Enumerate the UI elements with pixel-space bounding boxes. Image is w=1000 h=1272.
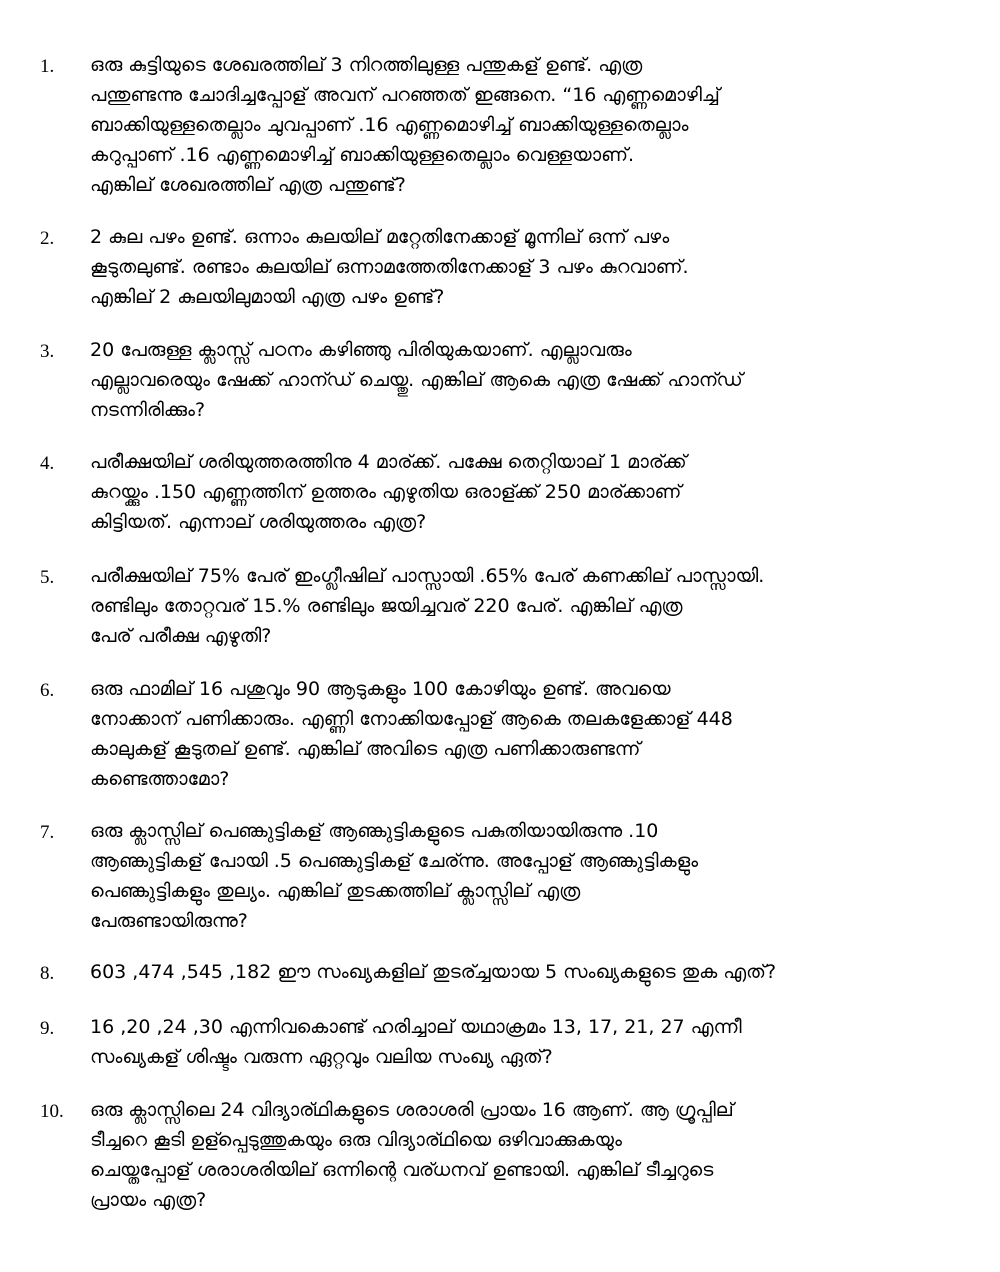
question-text: പരീക്ഷയില് 75% പേര് ഇംഗ്ലീഷില് പാസ്സായി .65% പേര് കണക്കില് പാസ്സായി. രണ്ടിലും തോറ്റവര് 15.% രണ്ടിലും ജയിച്ചവര് 220 പേര്. എങ്കില് എത്ര പേര് പരീക്ഷ എഴുതി? bbox=[90, 565, 765, 647]
question-number: 6. bbox=[40, 680, 55, 701]
question-text: ഒരു ഫാമില് 16 പശുവും 90 ആടുകളും 100 കോഴിയും ഉണ്ട്. അവയെ നോക്കാന് പണിക്കാരും. എണ്ണി നോക്കിയപ്പോള് ആകെ തലകളേക്കാള് 448 കാലുകള് കൂടുതല് ഉണ്ട്. എങ്കില് അവിടെ എത്ര പണിക്കാരുണ്ടന്ന് കണ്ടെത്താമോ? bbox=[90, 678, 733, 790]
question-number: 4. bbox=[40, 453, 55, 474]
question-text: പരീക്ഷയില് ശരിയുത്തരത്തിനു 4 മാര്ക്ക്. പക്ഷേ തെറ്റിയാല് 1 മാര്ക്ക് കുറയ്ക്കും .150 എണ്ണത്തിന് ഉത്തരം എഴുതിയ ഒരാള്ക്ക് 250 മാര്ക്കാണ് കിട്ടിയത്. എന്നാല് ശരിയുത്തരം എത്ര? bbox=[90, 451, 687, 533]
question-number: 9. bbox=[40, 1018, 55, 1039]
question-number: 1. bbox=[40, 56, 55, 77]
question-number: 3. bbox=[40, 341, 55, 362]
question-text: ഒരു ക്ലാസ്സിലെ 24 വിദ്യാര്ഥികളുടെ ശരാശരി പ്രായം 16 ആണ്. ആ ഗ്രൂപ്പില് ടീച്ചറെ കൂടി ഉള്പ്പെടുത്തുകയും ഒരു വിദ്യാര്ഥിയെ ഒഴിവാക്കുകയും ചെയ്തപ്പോള് ശരാശരിയില് ഒന്നിന്റെ വര്ധനവ് ഉണ്ടായി. എങ്കില് ടീച്ചറുടെ പ്രായം എത്ര? bbox=[90, 1099, 734, 1211]
question-text: ഒരു ക്ലാസ്സില് പെണ്കുട്ടികള് ആണ്കുട്ടികളുടെ പകുതിയായിരുന്നു .10 ആണ്കുട്ടികള് പോയി .5 പെണ്കുട്ടികള് ചേര്ന്നു. അപ്പോള് ആണ്കുട്ടികളും പെണ്കുട്ടികളും തുല്യം. എങ്കില് തുടക്കത്തില് ക്ലാസ്സില് എത്ര പേരുണ്ടായിരുന്നു? bbox=[90, 820, 699, 932]
question-text: 16 ,20 ,24 ,30 എന്നിവകൊണ്ട് ഹരിച്ചാല് യഥാക്രമം 13, 17, 21, 27 എന്നീ സംഖ്യകള് ശിഷ്ടം വരുന്ന ഏറ്റവും വലിയ സംഖ്യ ഏത്? bbox=[90, 1016, 742, 1068]
question-text: 2 കുല പഴം ഉണ്ട്. ഒന്നാം കുലയില് മറ്റേതിനേക്കാള് മൂന്നില് ഒന്ന് പഴം കൂടുതലുണ്ട്. രണ്ടാം കുലയില് ഒന്നാമത്തേതിനേക്കാള് 3 പഴം കുറവാണ്. എങ്കില് 2 കുലയിലുമായി എത്ര പഴം ഉണ്ട്? bbox=[90, 226, 689, 308]
question-number: 8. bbox=[40, 963, 55, 984]
question-text: 20 പേരുള്ള ക്ലാസ്സ് പഠനം കഴിഞ്ഞു പിരിയുകയാണ്. എല്ലാവരും എല്ലാവരെയും ഷേക്ക് ഹാന്ഡ് ചെയ്തു. എങ്കില് ആകെ എത്ര ഷേക്ക് ഹാന്ഡ് നടന്നിരിക്കും? bbox=[90, 339, 743, 421]
question-number: 2. bbox=[40, 228, 55, 249]
question-number: 10. bbox=[40, 1101, 64, 1122]
question-number: 5. bbox=[40, 567, 55, 588]
question-text: ഒരു കുട്ടിയുടെ ശേഖരത്തില് 3 നിറത്തിലുള്ള പന്തുകള് ഉണ്ട്. എത്ര പന്തുണ്ടന്നു ചോദിച്ചപ്പോള് അവന് പറഞ്ഞത് ഇങ്ങനെ. “16 എണ്ണമൊഴിച്ച് ബാക്കിയുള്ളതെല്ലാം ചുവപ്പാണ് .16 എണ്ണമൊഴിച്ച് ബാക്കിയുള്ളതെല്ലാം കറുപ്പാണ് .16 എണ്ണമൊഴിച്ച് ബാക്കിയുള്ളതെല്ലാം വെള്ളയാണ്. എങ്കില് ശേഖരത്തില് എത്ര പന്തുണ്ട്? bbox=[90, 54, 720, 196]
question-number: 7. bbox=[40, 822, 55, 843]
question-text: 603 ,474 ,545 ,182 ഈ സംഖ്യകളില് തുടര്ച്ചയായ 5 സംഖ്യകളുടെ തുക എത്? bbox=[90, 961, 777, 983]
